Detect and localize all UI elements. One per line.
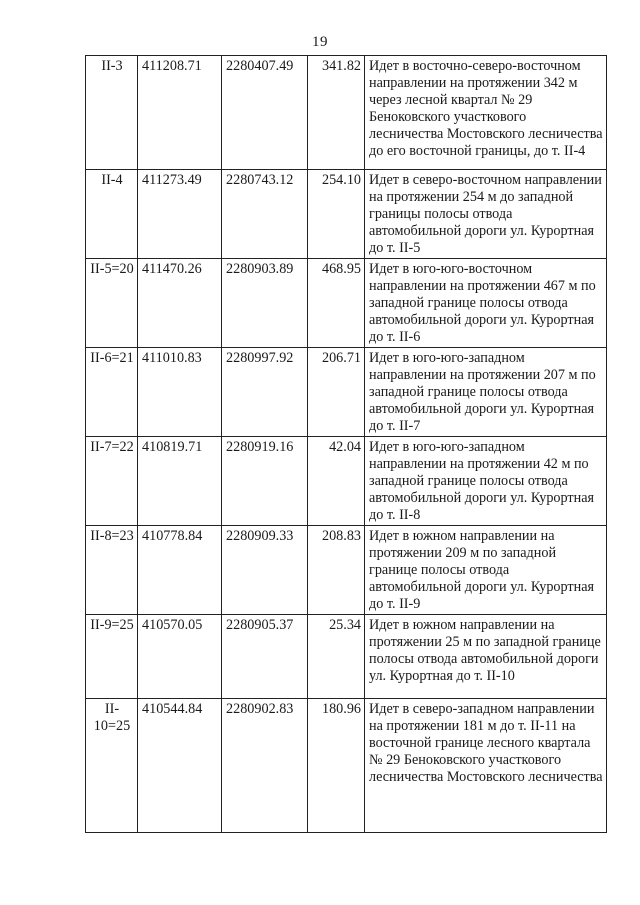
segment-description-cell: Идет в юго-юго-восточном направлении на протяжении 467 м по западной границе полосы отвода автомобильной дороги ул. Курортная до т. II-6: [365, 259, 607, 348]
segment-description-cell: Идет в северо-западном направлении на протяжении 181 м до т. II-11 на восточной границе лесного квартала № 29 Беноковского участкового лесничества Мостовского лесничества: [365, 699, 607, 833]
y-coordinate-cell: 2280903.89: [222, 259, 308, 348]
segment-length-cell: 180.96: [308, 699, 365, 833]
segment-length-cell: 468.95: [308, 259, 365, 348]
table-row: [86, 259, 607, 348]
segment-length-cell: 341.82: [308, 56, 365, 170]
table-row: [86, 699, 607, 833]
point-id-cell: II-9=25: [86, 615, 138, 699]
y-coordinate-cell: 2280997.92: [222, 348, 308, 437]
point-id-cell: II-4: [86, 170, 138, 259]
y-coordinate-cell: 2280743.12: [222, 170, 308, 259]
segment-description-cell: Идет в южном направлении на протяжении 25 м по западной границе полосы отвода автомобильной дороги ул. Курортная до т. II-10: [365, 615, 607, 699]
segment-length-cell: 254.10: [308, 170, 365, 259]
x-coordinate-cell: 410544.84: [138, 699, 222, 833]
table-row: [86, 170, 607, 259]
x-coordinate-cell: 411010.83: [138, 348, 222, 437]
y-coordinate-cell: 2280919.16: [222, 437, 308, 526]
table-row: [86, 526, 607, 615]
x-coordinate-cell: 411470.26: [138, 259, 222, 348]
segment-length-cell: 42.04: [308, 437, 365, 526]
table-row: [86, 437, 607, 526]
point-id-cell: II-3: [86, 56, 138, 170]
segment-length-cell: 206.71: [308, 348, 365, 437]
x-coordinate-cell: 410778.84: [138, 526, 222, 615]
y-coordinate-cell: 2280905.37: [222, 615, 308, 699]
x-coordinate-cell: 411273.49: [138, 170, 222, 259]
x-coordinate-cell: 410819.71: [138, 437, 222, 526]
segment-length-cell: 208.83: [308, 526, 365, 615]
segment-length-cell: 25.34: [308, 615, 365, 699]
point-id-cell: II-6=21: [86, 348, 138, 437]
x-coordinate-cell: 410570.05: [138, 615, 222, 699]
x-coordinate-cell: 411208.71: [138, 56, 222, 170]
segment-description-cell: Идет в юго-юго-западном направлении на протяжении 207 м по западной границе полосы отвода автомобильной дороги ул. Курортная до т. II-7: [365, 348, 607, 437]
point-id-cell: II-8=23: [86, 526, 138, 615]
segment-description-cell: Идет в южном направлении на протяжении 209 м по западной границе полосы отвода автомобильной дороги ул. Курортная до т. II-9: [365, 526, 607, 615]
segment-description-cell: Идет в северо-восточном направлении на протяжении 254 м до западной границы полосы отвода автомобильной дороги ул. Курортная до т. II-5: [365, 170, 607, 259]
y-coordinate-cell: 2280902.83: [222, 699, 308, 833]
table-row: [86, 615, 607, 699]
table-row: [86, 56, 607, 170]
y-coordinate-cell: 2280407.49: [222, 56, 308, 170]
point-id-cell: II-5=20: [86, 259, 138, 348]
y-coordinate-cell: 2280909.33: [222, 526, 308, 615]
point-id-cell: II-7=22: [86, 437, 138, 526]
point-id-cell: II-10=25: [86, 699, 138, 833]
boundary-coordinates-table: [85, 55, 607, 833]
table-row: [86, 348, 607, 437]
page-number: 19: [312, 34, 328, 50]
segment-description-cell: Идет в юго-юго-западном направлении на протяжении 42 м по западной границе полосы отвода автомобильной дороги ул. Курортная до т. II-8: [365, 437, 607, 526]
segment-description-cell: Идет в восточно-северо-восточном направлении на протяжении 342 м через лесной квартал № 29 Беноковского участкового лесничества Мостовского лесничества до его восточной границы, до т. II-4: [365, 56, 607, 170]
